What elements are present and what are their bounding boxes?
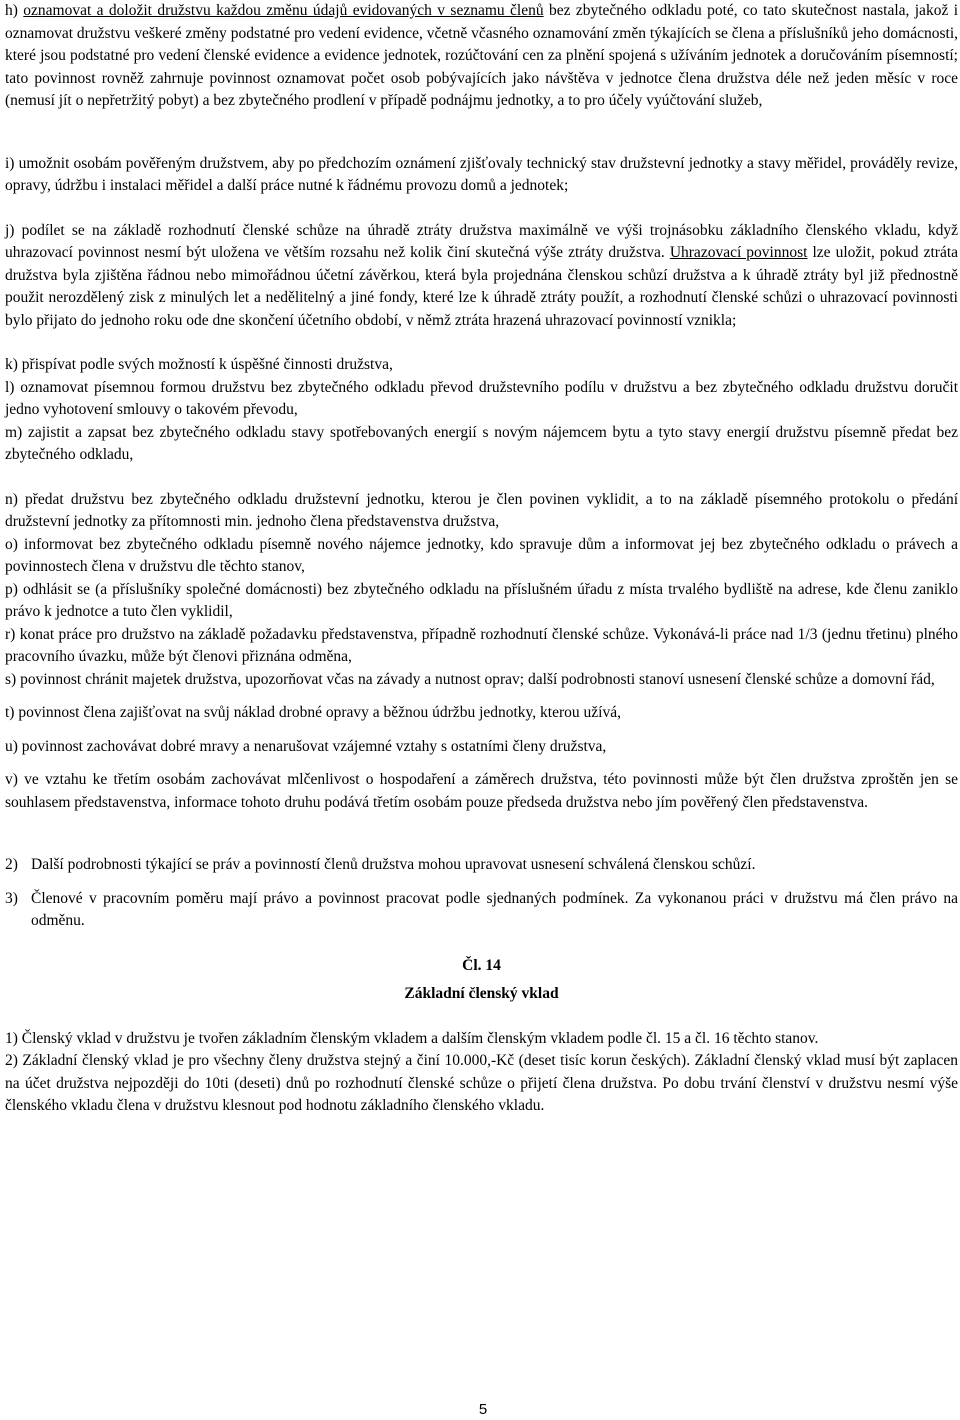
item-t: t) povinnost člena zajišťovat na svůj náklad drobné opravy a běžnou údržbu jednotky, kterou užívá, <box>5 704 621 721</box>
item-l: l) oznamovat písemnou formou družstvu bez zbytečného odkladu převod družstevního podílu v družstvu a bez zbytečného odkladu družstvu doručit jedno vyhotovení smlouvy o takovém převodu, <box>5 378 958 418</box>
item-h-text: bez zbytečného odkladu poté, co tato skutečnost nastala, jakož i oznamovat družstvu veškeré změny podstatné pro vedení evidence, včetně včasného oznamování změn týkajících se člena a příslušníků jeho domácnosti, které jsou podstatné pro vedení členské evidence a evidence jednotek, rozúčtování cen za plnění spojená s užíváním jednotek a doručováním písemností; tato povinnost rovněž zahrnuje povinnost oznamovat počet osob pobývajících jako návštěva v jednotce člena družstva déle než jeden měsíc v roce (nemusí jít o nepřetržitý pobyt) a bez zbytečného prodlení v případě podnájmu jednotky, a to pro účely vyúčtování služeb, <box>5 2 958 109</box>
item-o: o) informovat bez zbytečného odkladu písemně nového nájemce jednotky, kdo spravuje dům a informovat jej bez zbytečného odkladu o právech a povinnostech člena v družstvu dle těchto stanov, <box>5 535 958 575</box>
paragraph-3 <box>5 888 958 933</box>
item-j-underlined: Uhrazovací povinnost <box>669 244 808 261</box>
item-r: r) konat práce pro družstvo na základě požadavku představenstva, případně rozhodnutí členské schůze. Vykonává-li práce nad 1/3 (jednu třetinu) plného pracovního úvazku, může být členovi přiznána odměna, <box>5 625 958 665</box>
article-paragraph-2: 2) Základní členský vklad je pro všechny členy družstva stejný a činí 10.000,-Kč (deset tisíc korun českých). Základní členský vklad musí být zaplacen na účet družstva nejpozději do 10ti (deseti) dnů po rozhodnutí členské schůze o přijetí člena družstva. Po dobu trvání členství v družstvu nesmí výše členského vkladu člena v družstvu klesnout pod hodnotu základního členského vkladu. <box>5 1052 958 1114</box>
item-p: p) odhlásit se (a příslušníky společné domácnosti) bez zbytečného odkladu na příslušném úřadu z místa trvalého bydliště na adrese, kde členu zaniklo právo k jednotce a tuto člen vyklidil, <box>5 580 958 620</box>
paragraph-2-text: Další podrobnosti týkající se práv a povinností členů družstva mohou upravovat usnesení schválená členskou schůzí. <box>31 856 756 873</box>
paragraph-2-number: 2) <box>5 856 18 873</box>
article-number: Čl. 14 <box>462 956 501 974</box>
item-i: i) umožnit osobám pověřeným družstvem, aby po předchozím oznámení zjišťovaly technický stav družstevní jednotky a stavy měřidel, prováděly revize, opravy, údržbu i instalaci měřidel a další práce nutné k řádnému provozu domů a jednotek; <box>5 154 958 194</box>
paragraph-2 <box>5 854 958 877</box>
item-j-text-2: lze uložit, pokud ztráta družstva byla zjištěna řádnou nebo mimořádnou účetní závěrkou, která byla projednána členskou schůzí družstva a k úhradě ztráty byl již přednostně použit nerozdělený zisk z minulých let a nedělitelný a jiné fondy, které lze k úhradě ztráty použít, a rozhodnutí členské schůzi o uhrazovací povinnosti bylo přijato do jednoho roku ode dne skončení účetního období, v němž ztráta hrazená uhrazovací povinností vznikla; <box>5 244 959 329</box>
item-m: m) zajistit a zapsat bez zbytečného odkladu stavy spotřebovaných energií s novým nájemcem bytu a tyto stavy energií družstvu písemně předat bez zbytečného odkladu, <box>5 423 958 463</box>
document-page <box>5 0 958 1118</box>
paragraph-3-number: 3) <box>5 889 18 907</box>
item-s: s) povinnost chránit majetek družstva, upozorňovat včas na závady a nutnost oprav; další podrobnosti stanoví usnesení členské schůze a domovní řád, <box>5 670 935 688</box>
item-j-text-1: j) podílet se na základě rozhodnutí členské schůze na úhradě ztráty družstva maximálně ve výši trojnásobku základního členského vkladu, když uhrazovací povinnost nesmí být uložena ve větším rozsahu než kolik činí skutečná výše ztráty družstva. <box>5 221 958 261</box>
item-h-prefix: h) <box>5 2 24 19</box>
item-h-underlined: oznamovat a doložit družstvu každou změnu údajů evidovaných v seznamu členů <box>23 2 544 19</box>
item-k: k) přispívat podle svých možností k úspěšné činnosti družstva, <box>5 356 393 373</box>
item-j <box>5 220 958 333</box>
item-u: u) povinnost zachovávat dobré mravy a nenarušovat vzájemné vztahy s ostatními členy družstva, <box>5 737 607 755</box>
item-n: n) předat družstvu bez zbytečného odkladu družstevní jednotku, kterou je člen povinen vyklidit, a to na základě písemného protokolu o předání družstevní jednotky za přítomnosti min. jednoho člena představenstva družstva, <box>5 490 958 530</box>
paragraph-3-text: Členové v pracovním poměru mají právo a povinnost pracovat podle sjednaných podmínek. Za vykonanou práci v družstvu má člen právo na odměnu. <box>31 889 958 929</box>
article-paragraph-1: 1) Členský vklad v družstvu je tvořen základním členským vkladem a dalším členským vkladem podle čl. 15 a čl. 16 těchto stanov. <box>5 1029 819 1047</box>
page-number: 5 <box>478 1401 488 1418</box>
item-h <box>5 0 958 113</box>
article-title: Základní členský vklad <box>404 985 559 1002</box>
item-v: v) ve vztahu ke třetím osobám zachovávat mlčenlivost o hospodaření a záměrech družstva, této povinnosti může být člen družstva zproštěn jen se souhlasem představenstva, informace tohoto druhu podává třetím osobám pouze předseda družstva nebo jím pověřený člen představenstva. <box>5 771 958 811</box>
